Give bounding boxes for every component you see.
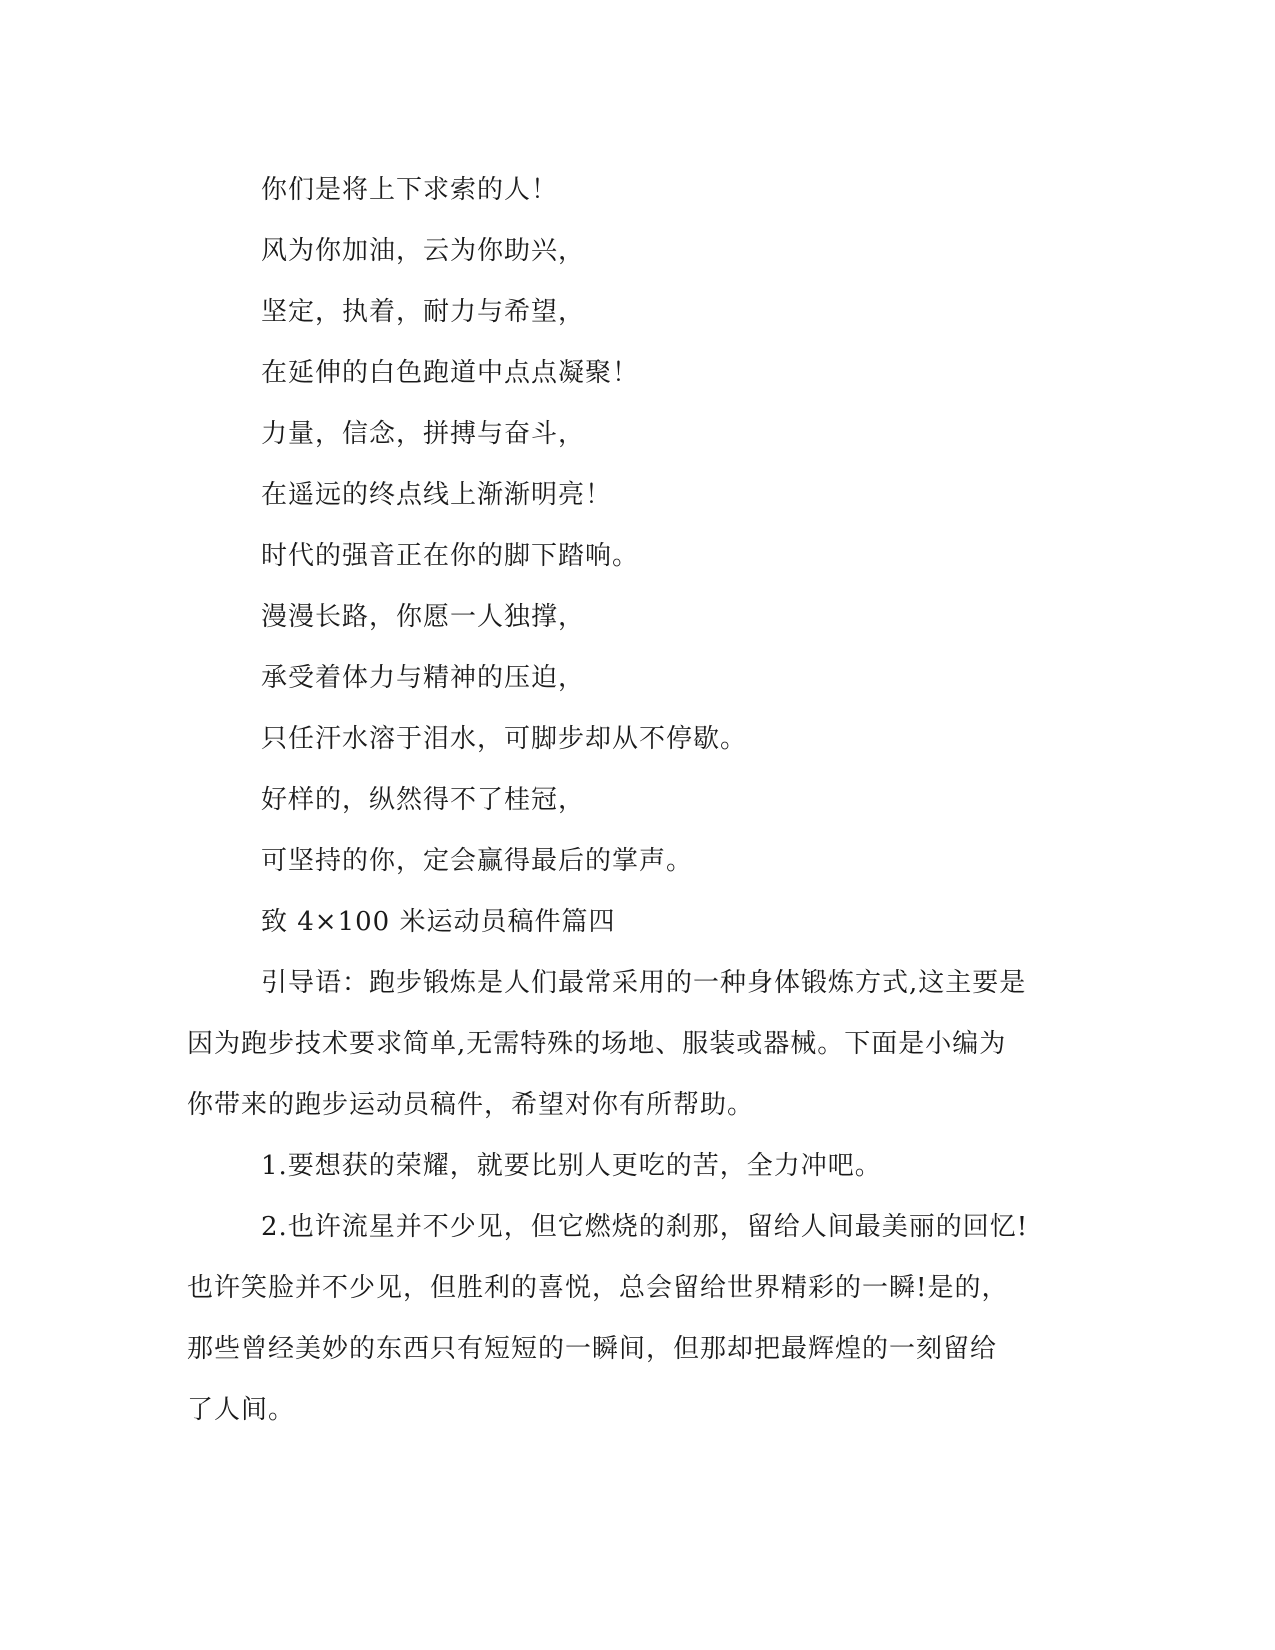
poem-line: 在遥远的终点线上渐渐明亮！	[261, 480, 613, 510]
poem-line: 风为你加油，云为你助兴，	[261, 236, 586, 266]
section-heading: 致 4×100 米运动员稿件篇四	[261, 907, 616, 937]
poem-line: 漫漫长路，你愿一人独撑，	[261, 602, 586, 632]
paragraph-line: 2.也许流星并不少见，但它燃烧的刹那，留给人间最美丽的回忆!	[261, 1212, 1029, 1242]
paragraph-line: 你带来的跑步运动员稿件，希望对你有所帮助。	[187, 1090, 755, 1120]
paragraph-line: 引导语：跑步锻炼是人们最常采用的一种身体锻炼方式,这主要是	[261, 968, 1027, 998]
paragraph-line: 那些曾经美妙的东西只有短短的一瞬间，但那却把最辉煌的一刻留给	[187, 1334, 998, 1364]
poem-line: 坚定，执着，耐力与希望，	[261, 297, 586, 327]
poem-line: 时代的强音正在你的脚下踏响。	[261, 541, 640, 571]
list-item-1	[187, 1136, 1072, 1197]
poem-line: 承受着体力与精神的压迫，	[261, 663, 586, 693]
paragraph-line: 了人间。	[187, 1395, 296, 1425]
poem-line: 力量，信念，拼搏与奋斗，	[261, 419, 586, 449]
paragraph-line: 也许笑脸并不少见，但胜利的喜悦，总会留给世界精彩的一瞬!是的，	[187, 1273, 1009, 1303]
paragraph-line: 1.要想获的荣耀，就要比别人更吃的苦，全力冲吧。	[261, 1151, 882, 1181]
poem-line: 只任汗水溶于泪水，可脚步却从不停歇。	[261, 724, 748, 754]
document-body	[187, 160, 1072, 1441]
poem-line: 可坚持的你，定会赢得最后的掌声。	[261, 846, 694, 876]
list-item-2	[187, 1197, 1072, 1441]
poem-line: 在延伸的白色跑道中点点凝聚！	[261, 358, 640, 388]
poem-line: 好样的，纵然得不了桂冠，	[261, 785, 586, 815]
intro-paragraph	[187, 953, 1072, 1136]
paragraph-line: 因为跑步技术要求简单,无需特殊的场地、服装或器械。下面是小编为	[187, 1029, 1007, 1059]
poem-line: 你们是将上下求索的人！	[261, 175, 559, 205]
